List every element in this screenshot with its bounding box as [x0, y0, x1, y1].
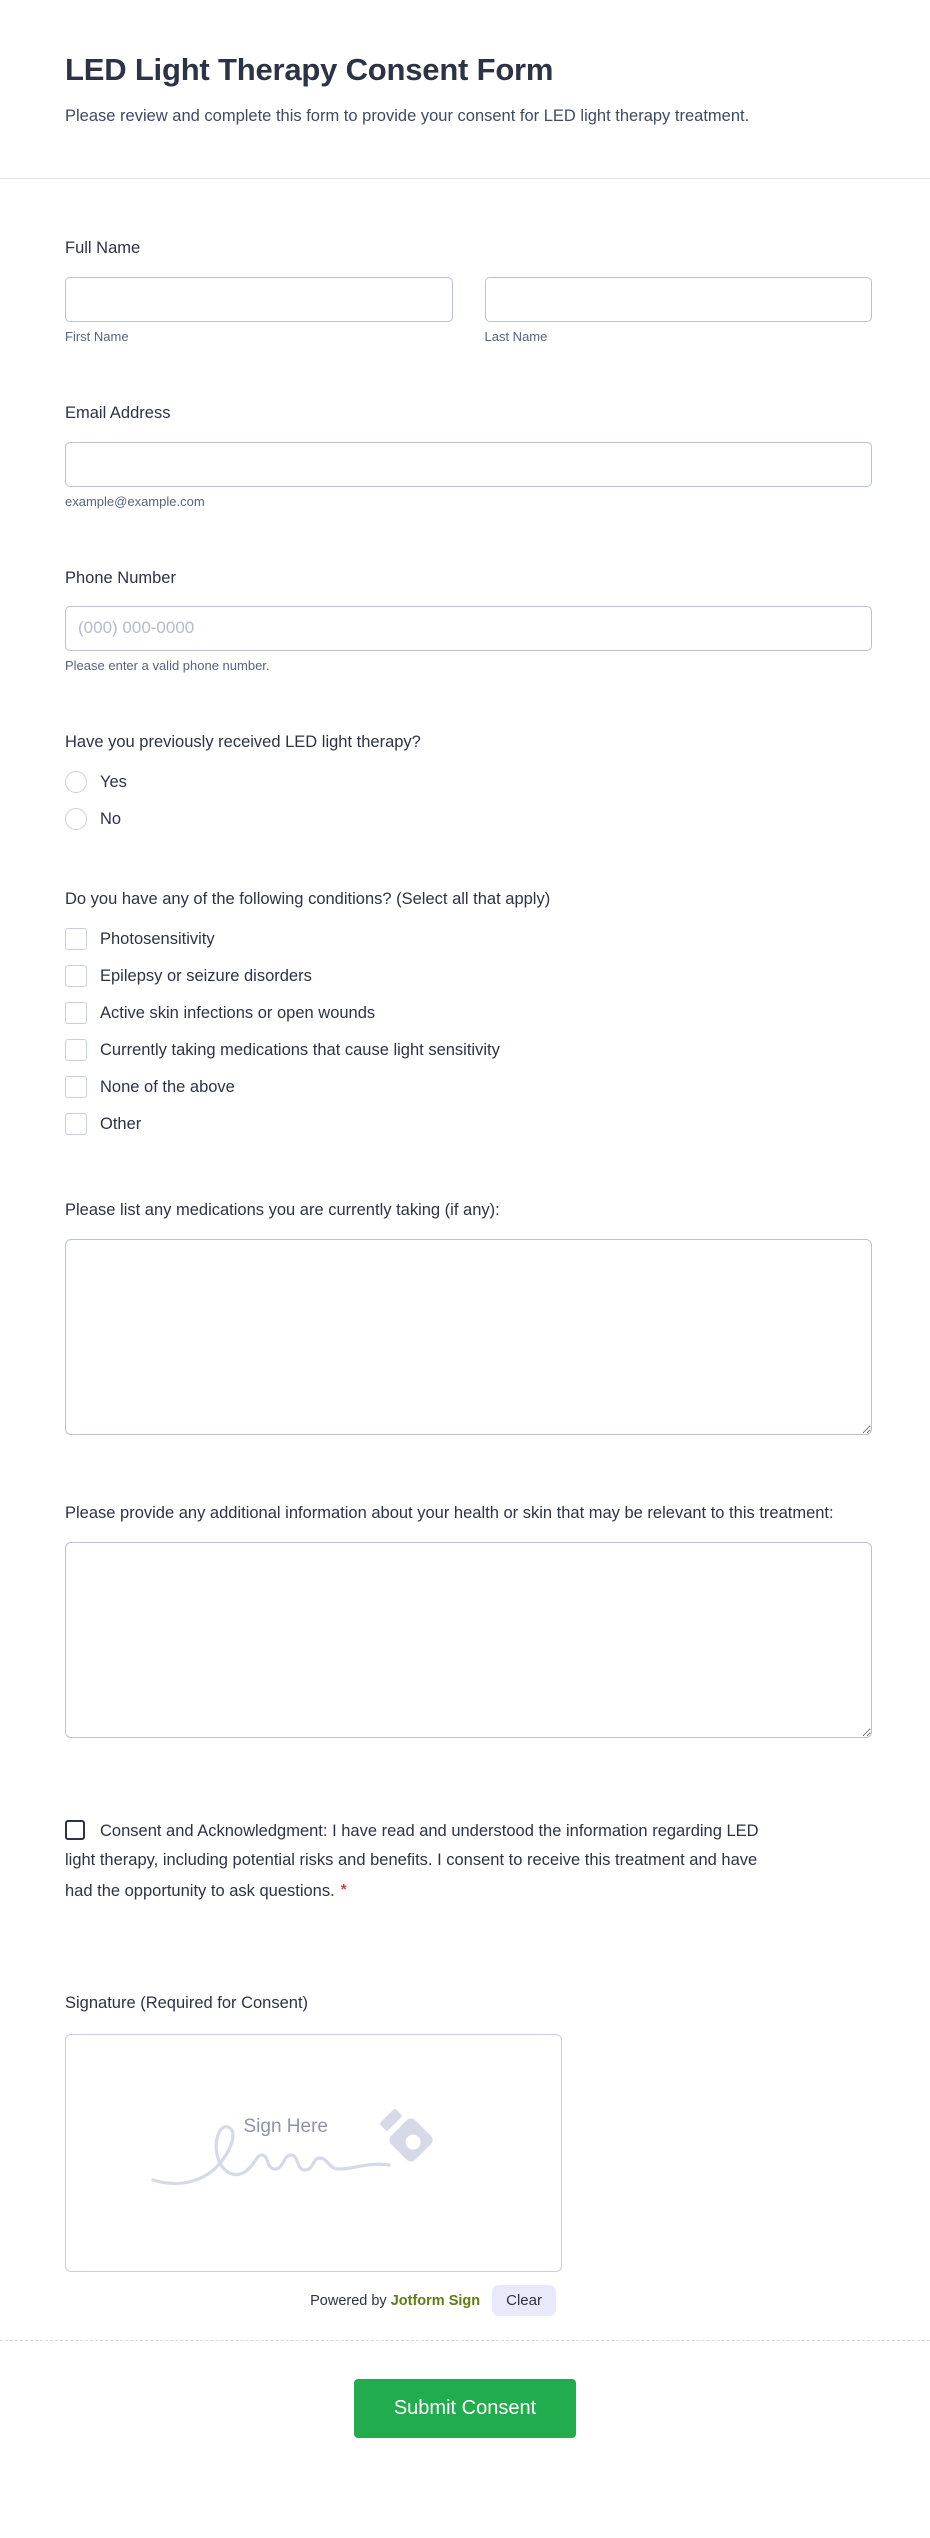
- conditions-label: Do you have any of the following conditions? (Select all that apply): [65, 890, 551, 909]
- checkbox-icon[interactable]: [65, 1002, 87, 1024]
- radio-button-icon[interactable]: [65, 771, 87, 793]
- previous-therapy-options: [65, 771, 872, 830]
- checkbox-icon[interactable]: [65, 965, 87, 987]
- first-name-sublabel: First Name: [65, 328, 129, 344]
- form-header: [0, 0, 930, 179]
- clear-signature-button[interactable]: Clear: [492, 2285, 556, 2316]
- checkbox-option-none[interactable]: [65, 1076, 872, 1098]
- radio-option-label: No: [100, 809, 122, 828]
- radio-button-icon[interactable]: [65, 808, 87, 830]
- checkbox-option-photosensitivity[interactable]: [65, 928, 872, 950]
- checkbox-icon[interactable]: [65, 1039, 87, 1061]
- form-body: [0, 179, 930, 2316]
- submit-consent-button[interactable]: Submit Consent: [354, 2379, 576, 2438]
- field-consent: [65, 1817, 765, 1906]
- checkbox-option-label: Currently taking medications that cause light sensitivity: [100, 1040, 500, 1059]
- signature-pad[interactable]: [65, 2034, 562, 2272]
- full-name-inputs: [65, 277, 872, 344]
- previous-therapy-label: Have you previously received LED light therapy?: [65, 733, 421, 752]
- checkbox-option-label: Other: [100, 1114, 142, 1133]
- medications-label: Please list any medications you are currently taking (if any):: [65, 1201, 500, 1220]
- first-name-col: [65, 277, 453, 344]
- powered-by-label: Powered by: [310, 2292, 387, 2309]
- field-phone: [65, 567, 872, 674]
- radio-option-no[interactable]: [65, 808, 872, 830]
- email-sublabel: example@example.com: [65, 493, 205, 509]
- checkbox-option-epilepsy[interactable]: [65, 965, 872, 987]
- checkbox-option-other[interactable]: [65, 1113, 872, 1135]
- field-full-name: [65, 237, 872, 344]
- required-asterisk: *: [340, 1881, 347, 1899]
- field-email: [65, 402, 872, 509]
- signature-footer-row: [65, 2285, 562, 2316]
- sign-here-hint: Sign Here: [243, 2116, 328, 2138]
- radio-option-label: Yes: [100, 772, 127, 791]
- phone-label: Phone Number: [65, 568, 176, 587]
- first-name-input[interactable]: [65, 277, 453, 322]
- additional-info-label: Please provide any additional information about your health or skin that may be relevant to this treatment:: [65, 1504, 834, 1523]
- radio-option-yes[interactable]: [65, 771, 872, 793]
- consent-checkbox[interactable]: [65, 1820, 85, 1840]
- conditions-options: [65, 928, 872, 1135]
- field-conditions: [65, 888, 872, 1135]
- field-signature: [65, 1992, 872, 2316]
- phone-sublabel: Please enter a valid phone number.: [65, 658, 270, 674]
- signature-label: Signature (Required for Consent): [65, 1994, 309, 2013]
- consent-text: Consent and Acknowledgment: I have read and understood the information regarding LED light therapy, including potential risks and benefits. I consent to receive this treatment and have had the opportunity to ask questions.: [65, 1822, 759, 1901]
- field-previous-therapy: [65, 731, 872, 830]
- field-additional-info: [65, 1502, 872, 1743]
- full-name-label: Full Name: [65, 238, 141, 257]
- email-label: Email Address: [65, 403, 171, 422]
- checkbox-option-label: Photosensitivity: [100, 929, 215, 948]
- signature-placeholder: [149, 2088, 479, 2218]
- page-subtitle: Please review and complete this form to provide your consent for LED light therapy treatment.: [65, 107, 750, 125]
- checkbox-icon[interactable]: [65, 928, 87, 950]
- checkbox-option-medications-light-sensitivity[interactable]: [65, 1039, 872, 1061]
- checkbox-option-label: Active skin infections or open wounds: [100, 1003, 376, 1022]
- page-title: LED Light Therapy Consent Form: [65, 52, 554, 87]
- last-name-sublabel: Last Name: [484, 328, 548, 344]
- additional-info-textarea[interactable]: [65, 1542, 872, 1738]
- checkbox-option-skin-infections[interactable]: [65, 1002, 872, 1024]
- checkbox-option-label: Epilepsy or seizure disorders: [100, 966, 312, 985]
- last-name-input[interactable]: [485, 277, 873, 322]
- form-footer: [0, 2340, 930, 2538]
- powered-by-text: [310, 2293, 480, 2309]
- field-medications: [65, 1199, 872, 1440]
- checkbox-option-label: None of the above: [100, 1077, 235, 1096]
- last-name-col: [485, 277, 873, 344]
- jotform-sign-brand: Jotform Sign: [390, 2292, 481, 2309]
- checkbox-icon[interactable]: [65, 1076, 87, 1098]
- signature-squiggle-pen-icon: [149, 2088, 479, 2218]
- email-input[interactable]: [65, 442, 872, 487]
- phone-input[interactable]: [65, 606, 872, 651]
- medications-textarea[interactable]: [65, 1239, 872, 1435]
- checkbox-icon[interactable]: [65, 1113, 87, 1135]
